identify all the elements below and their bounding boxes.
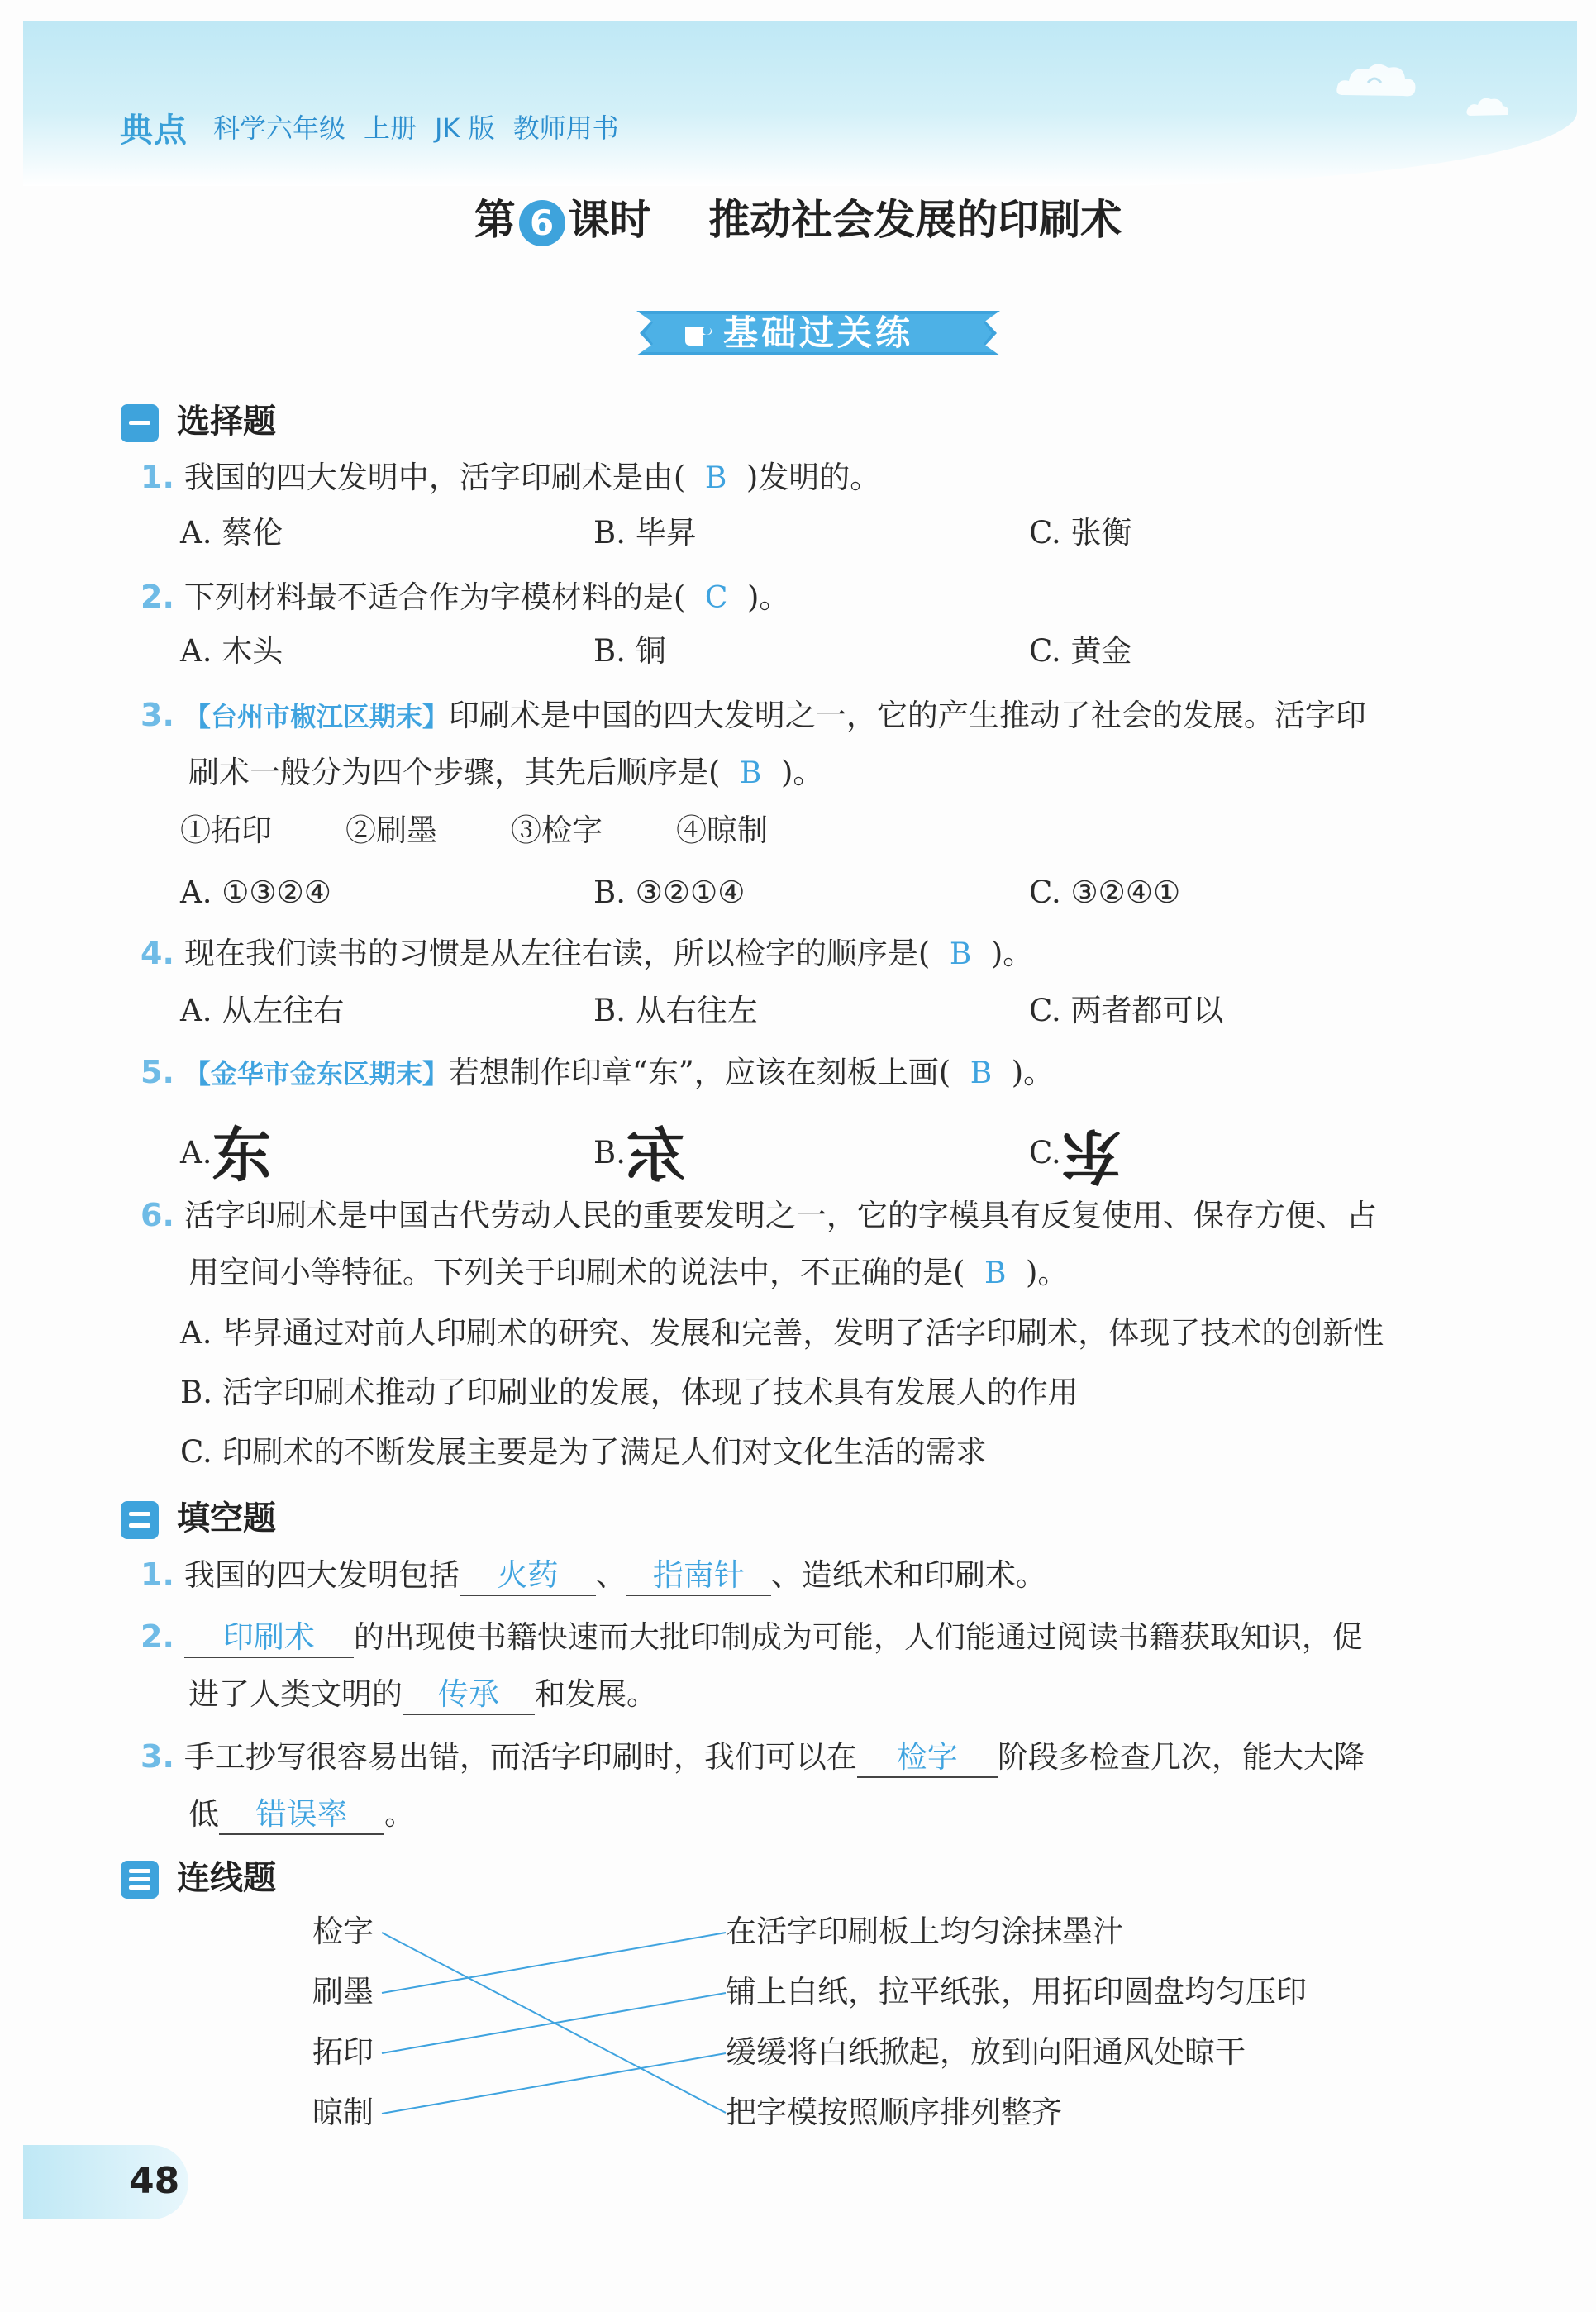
option-a: A. 毕昇通过对前人印刷术的研究、发展和完善，发明了活字印刷术，体现了技术的创新性: [180, 1315, 1384, 1351]
step-1: ①拓印: [180, 813, 272, 848]
match-right-item: 把字模按照顺序排列整齐: [726, 2095, 1062, 2130]
answer: B: [949, 937, 972, 971]
step-4: ④晾制: [676, 813, 768, 848]
book-type: 教师用书: [512, 112, 619, 144]
fill-question-2: 2. 印刷术 的出现使书籍快速而大批印制成为可能，人们能通过阅读书籍获取知识，促: [141, 1616, 1363, 1658]
option-b: B. 铜: [593, 633, 666, 669]
subject: 科学六年级: [213, 112, 346, 144]
option-b: B. 活字印刷术推动了印刷业的发展，体现了技术具有发展人的作用: [180, 1375, 1079, 1410]
fill-question-1: 1. 我国的四大发明包括 火药 、 指南针 、造纸术和印刷术。: [141, 1554, 1046, 1596]
lesson-name: 推动社会发展的印刷术: [708, 196, 1122, 244]
brand-logo: 典点: [120, 112, 188, 150]
page-number-badge: [23, 2145, 188, 2219]
lesson-prefix: 第: [474, 196, 516, 244]
fill-question-2-line2: 进了人类文明的 传承 和发展。: [188, 1674, 657, 1715]
option-b: B.东: [593, 1116, 685, 1193]
option-c: C. ③②④①: [1029, 875, 1181, 910]
option-a: A. 从左往右: [180, 993, 345, 1028]
match-left-item: 晾制: [312, 2095, 374, 2130]
answer-blank: 传承: [403, 1676, 535, 1715]
option-a: A. 木头: [180, 633, 283, 669]
edition: JK 版: [435, 112, 495, 144]
match-left-item: 拓印: [312, 2034, 374, 2070]
fill-question-3-line2: 低 错误率 。: [188, 1794, 415, 1835]
answer-blank: 火药: [460, 1556, 596, 1596]
step-3: ③检字: [511, 813, 603, 848]
option-c: C. 印刷术的不断发展主要是为了满足人们对文化生活的需求: [180, 1434, 987, 1470]
choice-question-3: 3. 【台州市椒江区期末】印刷术是中国的四大发明之一，它的产生推动了社会的发展。活字印: [141, 697, 1366, 733]
match-right-item: 铺上白纸，拉平纸张，用拓印圆盘均匀压印: [726, 1974, 1307, 2009]
option-b: B. ③②①④: [593, 875, 746, 910]
section-heading-fill: 填空题: [121, 1492, 276, 1533]
answer-blank: 印刷术: [184, 1618, 354, 1658]
choice-question-6: 6. 活字印刷术是中国古代劳动人民的重要发明之一，它的字模具有反复使用、保存方便、占: [141, 1197, 1377, 1233]
banner-title: 基础过关练: [722, 312, 913, 353]
option-c: C. 两者都可以: [1029, 993, 1224, 1028]
step-2: ②刷墨: [345, 813, 437, 848]
answer: B: [970, 1056, 993, 1090]
choice-question-6-line2: 用空间小等特征。下列关于印刷术的说法中，不正确的是( B )。: [188, 1255, 1069, 1290]
option-b: B. 从右往左: [593, 993, 758, 1028]
option-c: C. 黄金: [1029, 633, 1132, 669]
answer: B: [739, 756, 762, 790]
section-heading-choice: 选择题: [121, 395, 276, 436]
answer-blank: 指南针: [626, 1556, 771, 1596]
choice-question-2: 2. 下列材料最不适合作为字模材料的是( C )。: [141, 579, 790, 615]
match-line: [382, 2053, 726, 2114]
lesson-number: 6: [519, 200, 565, 246]
answer-blank: 检字: [857, 1738, 998, 1778]
lesson-suffix: 课时: [568, 196, 651, 244]
match-left-item: 检字: [312, 1914, 374, 1949]
option-b: B. 毕昇: [593, 515, 697, 551]
fill-question-3: 3. 手工抄写很容易出错，而活字印刷时，我们可以在 检字 阶段多检查几次，能大大降: [141, 1736, 1365, 1778]
option-a: A. 蔡伦: [180, 515, 283, 551]
choice-question-3-line2: 刷术一般分为四个步骤，其先后顺序是( B )。: [188, 755, 824, 790]
page-number: 48: [129, 2160, 180, 2202]
answer-blank: 错误率: [219, 1795, 384, 1835]
match-right-item: 在活字印刷板上均匀涂抹墨汁: [726, 1914, 1123, 1949]
glyph-rotated: 东: [1060, 1120, 1121, 1190]
choice-question-5: 5. 【金华市金东区期末】若想制作印章“东”，应该在刻板上画( B )。: [141, 1054, 1055, 1090]
volume: 上册: [364, 112, 417, 144]
option-c: C.东: [1029, 1116, 1121, 1193]
option-a: A.东: [180, 1120, 272, 1190]
match-right-item: 缓缓将白纸掀起，放到向阳通风处晾干: [726, 2034, 1246, 2070]
choice-question-4: 4. 现在我们读书的习惯是从左往右读，所以检字的顺序是( B )。: [141, 935, 1034, 971]
answer: C: [704, 581, 728, 615]
source-tag: 【台州市椒江区期末】: [183, 701, 449, 732]
match-left-item: 刷墨: [312, 1974, 374, 2009]
match-line: [382, 1933, 726, 1993]
source-tag: 【金华市金东区期末】: [183, 1058, 449, 1089]
section-heading-match: 连线题: [121, 1852, 276, 1893]
option-c: C. 张衡: [1029, 515, 1132, 551]
answer: B: [704, 461, 727, 495]
glyph-normal: 东: [212, 1120, 272, 1190]
option-a: A. ①③②④: [180, 875, 331, 910]
answer: B: [984, 1256, 1007, 1290]
match-line: [382, 1993, 726, 2053]
choice-question-1: 1. 我国的四大发明中，活字印刷术是由( B )发明的。: [141, 459, 881, 495]
glyph-mirrored: 东: [625, 1120, 685, 1190]
